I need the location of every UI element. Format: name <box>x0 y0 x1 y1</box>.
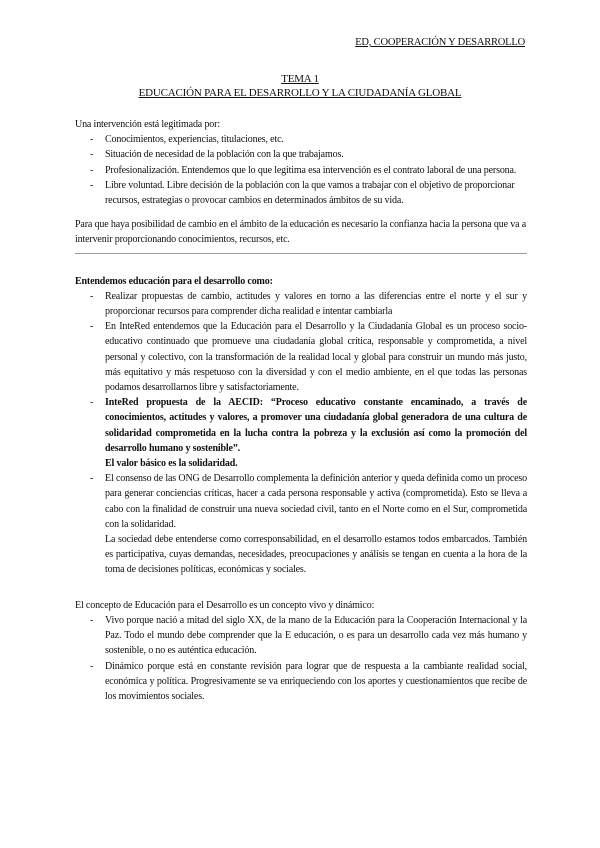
document-header: ED, COOPERACIÓN Y DESARROLLO <box>355 37 525 48</box>
list-item: - Libre voluntad. Libre decisión de la población con la que vamos a trabajar con el objetivo de proporcionar recursos, estrategias o provocar cambios en determinados ámbitos de su vida. <box>90 179 515 207</box>
change-paragraph: Para que haya posibilidad de cambio en el ámbito de la educación es necesario la confianza hacia la persona que va a intervenir proporcionando conocimientos, recursos, etc. <box>75 219 527 246</box>
definition-heading: Entendemos educación para el desarrollo como: <box>75 275 273 287</box>
list-item-note: El valor básico es la solidaridad. <box>105 458 238 470</box>
list-item: - Conocimientos, experiencias, titulaciones, etc. <box>90 134 284 146</box>
concept-intro: El concepto de Educación para el Desarrollo es un concepto vivo y dinámico: <box>75 599 375 611</box>
legitimacy-intro: Una intervención está legitimada por: <box>75 119 220 130</box>
concept-list <box>75 613 527 704</box>
list-item: - Vivo porque nació a mitad del siglo XX, de la mano de la Educación para la Cooperación Internacional y la Paz. Todo el mundo debe comprender que la E educación, o es para un desarrollo cada vez más humano y sostenible, o no es auténtica educación. <box>90 614 527 657</box>
list-item: - Realizar propuestas de cambio, actitudes y valores en torno a las diferencias entre el norte y el sur y proporcionar recursos para comprender dicha realidad e intentar cambiarla <box>90 290 527 318</box>
definition-list <box>75 289 527 578</box>
list-item: - InteRed propuesta de la AECID: “Proceso educativo constante encaminado, a través de conocimientos, actitudes y valores, a promover una ciudadanía global generadora de una cultura de solidaridad comprometida en la lucha contra la pobreza y la exclusión así como la promoción del desarrollo humano y sostenible”. <box>90 397 527 454</box>
topic-title: EDUCACIÓN PARA EL DESARROLLO Y LA CIUDADANÍA GLOBAL <box>138 87 462 99</box>
list-item-continuation: La sociedad debe entenderse como corresponsabilidad, en el desarrollo estamos todos embarcados. También es participativa, cuyas demandas, necesidades, preocupaciones y análisis se tengan en cuenta a la hora de la toma de decisiones políticas, económicas y sociales. <box>105 534 527 576</box>
list-item: - Situación de necesidad de la población con la que trabajamos. <box>90 149 344 161</box>
list-item: - El consenso de las ONG de Desarrollo complementa la definición anterior y queda definida como un proceso para generar conciencias críticas, hacer a cada persona responsable y activa (comprometida). Esto se lleva a cabo con la finalidad de construir una nueva sociedad civil, tanto en el Norte como en el Sur, comprometida con la solidaridad. <box>90 473 527 530</box>
topic-number: TEMA 1 <box>281 73 319 85</box>
legitimacy-list <box>75 132 527 208</box>
document-body <box>75 117 527 704</box>
list-item: - Dinámico porque está en constante revisión para lograr que de respuesta a la cambiante realidad social, económica y política. Progresivamente se va enriqueciendo con los aportes y cuestionamientos que recibe de los movimientos sociales. <box>90 660 527 702</box>
list-item: - Profesionalización. Entendemos que lo que legitima esa intervención es el contrato laboral de una persona. <box>90 164 517 176</box>
list-item: - En InteRed entendemos que la Educación para el Desarrollo y la Ciudadanía Global es un proceso socio-educativo continuado que promueve una ciudadanía global crítica, responsable y comprometida, a nivel personal y colectivo, con la transformación de la realidad local y global para construir un mundo más justo, más equitativo y más respetuoso con la diversidad y con el medio ambiente, en el que todas las personas podamos desarrollarnos libre y satisfactoriamente. <box>90 321 527 394</box>
